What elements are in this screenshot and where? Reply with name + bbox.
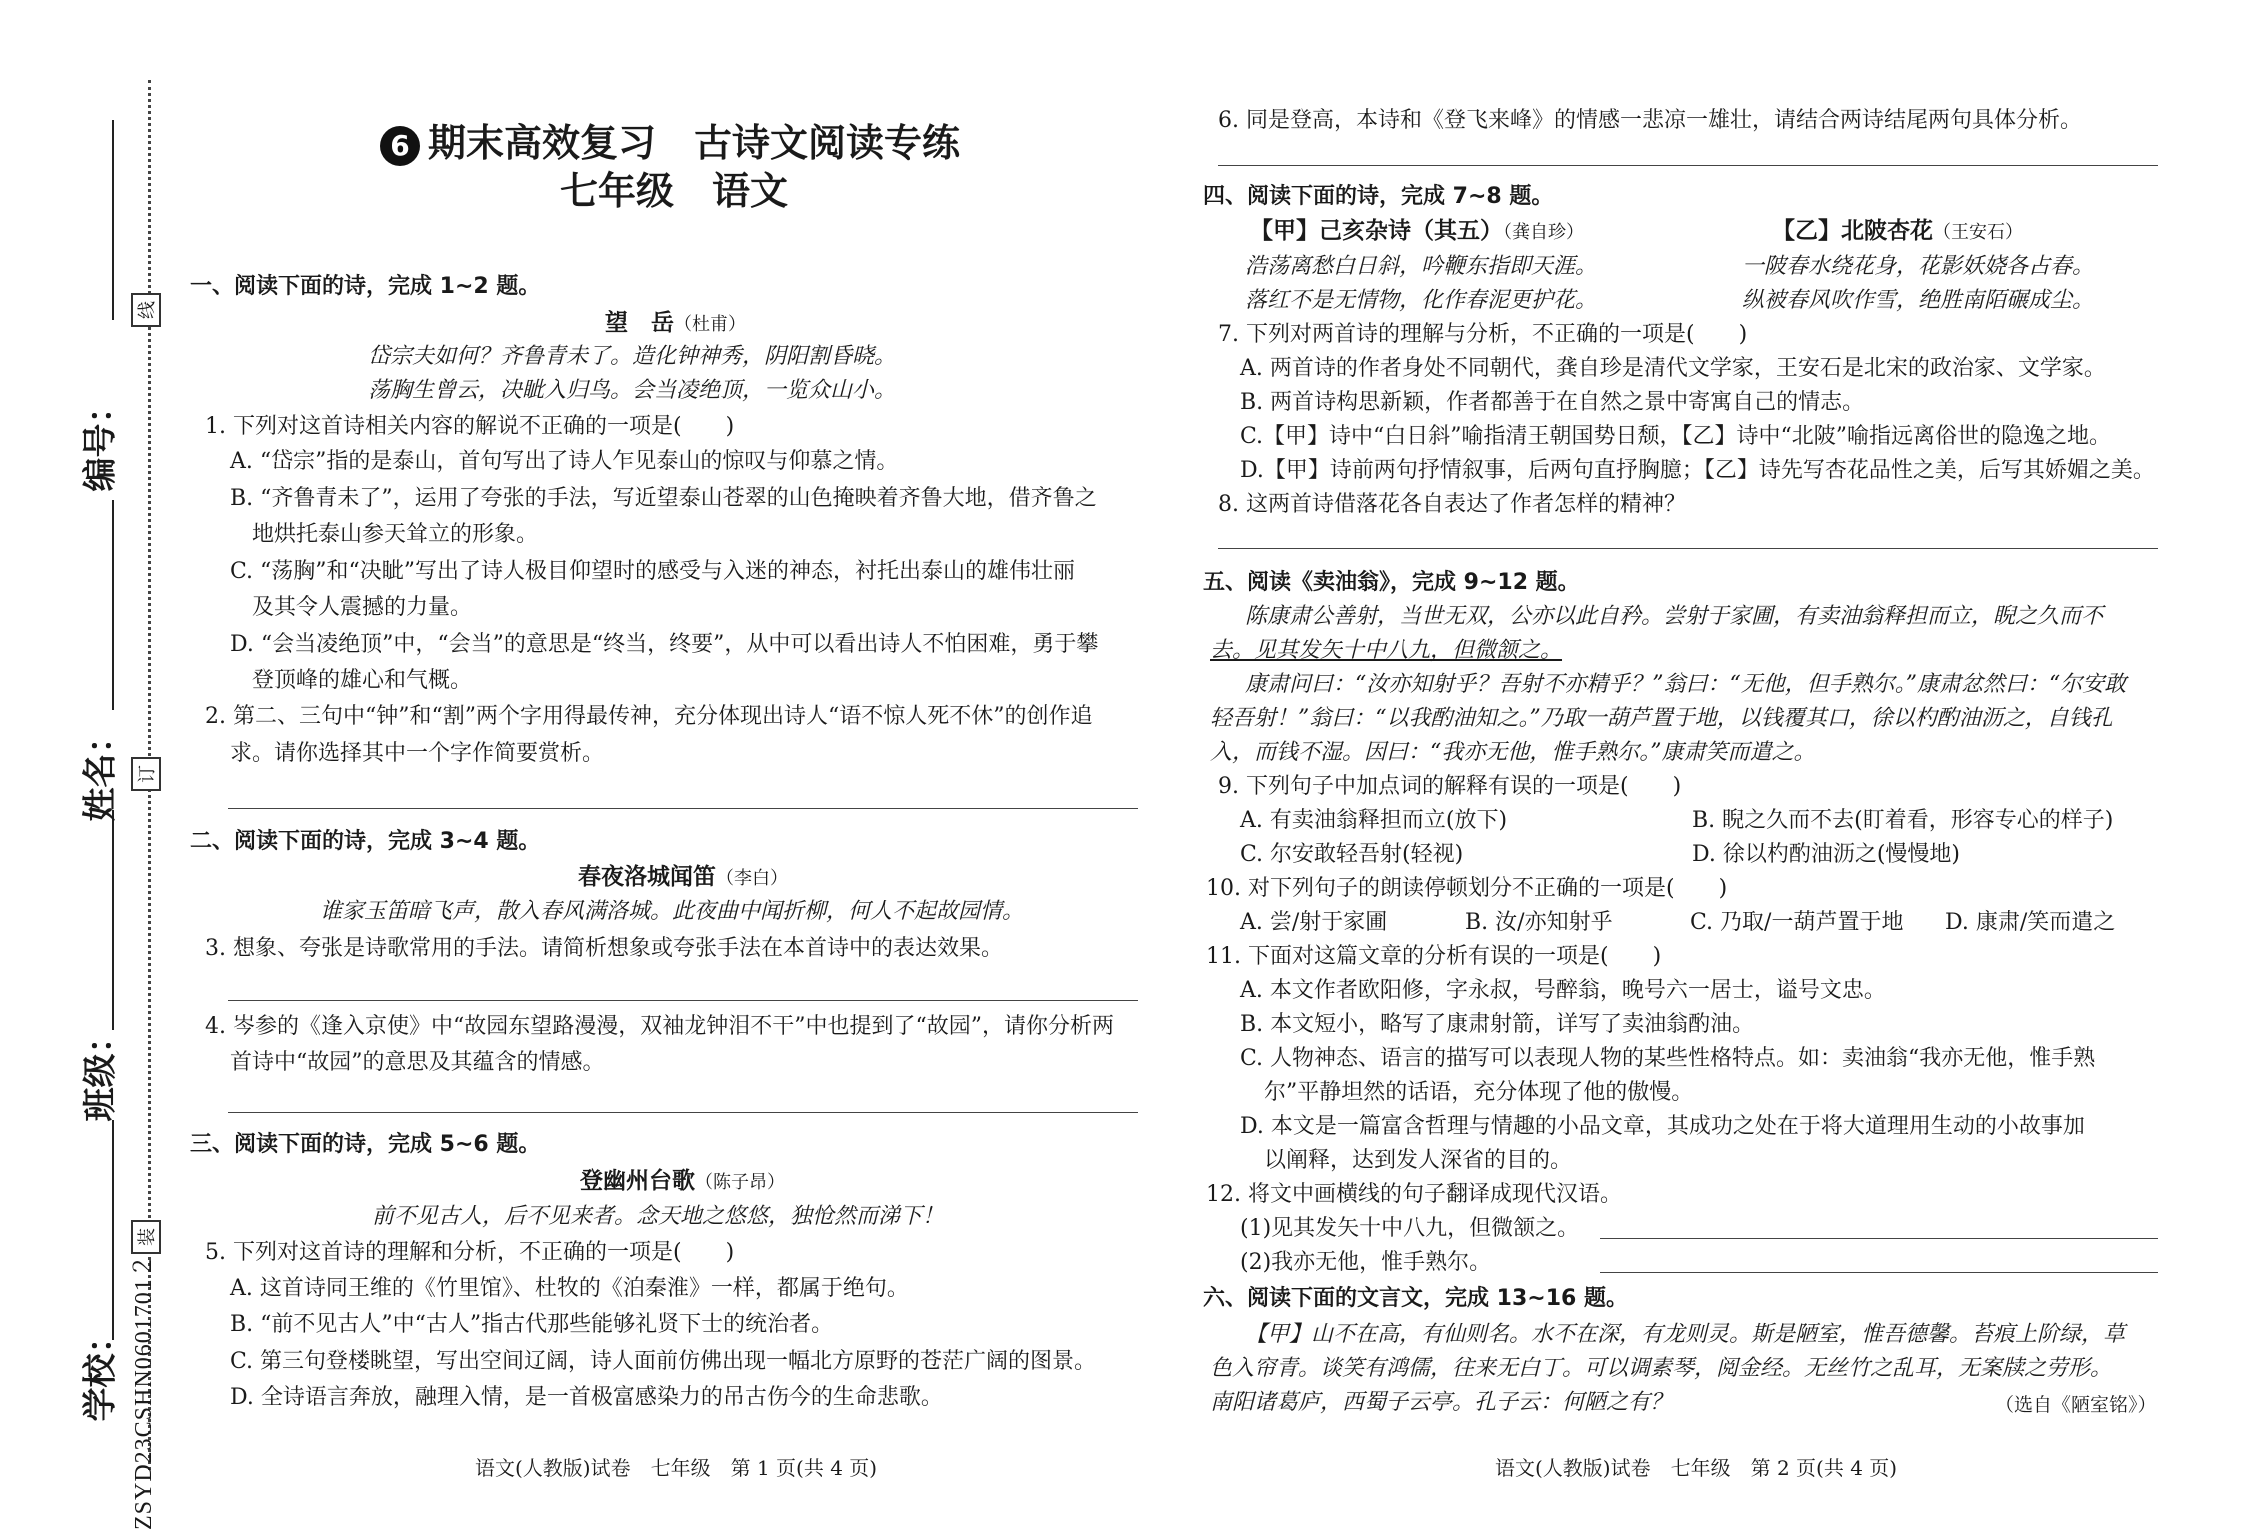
fill-line <box>112 810 114 1030</box>
answer-line[interactable] <box>1600 1238 2158 1239</box>
question: 8. 这两首诗借落花各自表达了作者怎样的精神？ <box>1218 492 1686 517</box>
footer-page-2: 语文(人教版)试卷 七年级 第 2 页(共 4 页) <box>1495 1456 1898 1480</box>
mark-line: 线 <box>131 293 161 327</box>
option: A. “岱宗”指的是泰山，首句写出了诗人乍见泰山的惊叹与仰慕之情。 <box>230 449 899 474</box>
fill-line <box>112 500 114 710</box>
option: B. 睨之久而不去(盯着看，形容专心的样子) <box>1692 808 2114 833</box>
answer-line[interactable] <box>228 808 1138 809</box>
option: D. “会当凌绝顶”中，“会当”的意思是“终当，终要”，从中可以看出诗人不怕困难，勇于攀 <box>230 632 1099 657</box>
label-class: 班级： <box>80 1019 121 1121</box>
question: 1. 下列对这首诗相关内容的解说不正确的一项是( ) <box>205 414 735 439</box>
page-title: 6 期末高效复习 古诗文阅读专练 <box>380 112 1000 167</box>
answer-line[interactable] <box>1218 548 2158 549</box>
question: 2. 第二、三句中“钟”和“割”两个字用得最传神，充分体现出诗人“语不惊人死不休”的创作追 <box>205 704 1093 729</box>
answer-line[interactable] <box>1218 165 2158 166</box>
question: 3. 想象、夸张是诗歌常用的手法。请简析想象或夸张手法在本首诗中的表达效果。 <box>205 936 1003 961</box>
poem-title: 登幽州台歌（陈子昂） <box>580 1168 785 1194</box>
option: D. 本文是一篇富含哲理与情趣的小品文章，其成功之处在于将大道理用生动的小故事加 <box>1240 1114 2085 1139</box>
answer-line[interactable] <box>228 1000 1138 1001</box>
option: C.【甲】诗中“白日斜”喻指清王朝国势日颓，【乙】诗中“北陂”喻指远离俗世的隐逸之地。 <box>1240 424 2112 449</box>
poem-line: 一陂春水绕花身，花影妖娆各占春。 <box>1742 254 2095 279</box>
page-subtitle: 七年级 语文 <box>560 169 789 213</box>
option-cont: 尔”平静坦然的话语，充分体现了他的傲慢。 <box>1264 1080 1694 1105</box>
label-number: 编号： <box>80 389 121 491</box>
option: D. 全诗语言奔放，融理入情，是一首极富感染力的吊古伤今的生命悲歌。 <box>230 1385 943 1410</box>
question: 6. 同是登高，本诗和《登飞来峰》的情感一悲凉一雄壮，请结合两诗结尾两句具体分析。 <box>1218 108 2082 133</box>
footer-page-1: 语文(人教版)试卷 七年级 第 1 页(共 4 页) <box>475 1456 878 1480</box>
poem-line: 前不见古人，后不见来者。念天地之悠悠，独怆然而涕下！ <box>372 1204 945 1229</box>
question: 11. 下面对这篇文章的分析有误的一项是( ) <box>1206 944 1662 969</box>
option: B. 两首诗构思新颖，作者都善于在自然之景中寄寓自己的情志。 <box>1240 390 1865 415</box>
option: D. 徐以杓酌油沥之(慢慢地) <box>1692 842 1961 867</box>
question-cont: 首诗中“故园”的意思及其蕴含的情感。 <box>230 1050 605 1075</box>
option: C. 尔安敢轻吾射(轻视) <box>1240 842 1464 867</box>
mark-pack: 装 <box>131 1220 161 1254</box>
question: 10. 对下列句子的朗读停顿划分不正确的一项是( ) <box>1206 876 1728 901</box>
section-heading: 三、阅读下面的诗，完成 5~6 题。 <box>190 1132 541 1157</box>
option: B. 本文短小，略写了康肃射箭，详写了卖油翁酌油。 <box>1240 1012 1755 1037</box>
option: C. “荡胸”和“决眦”写出了诗人极目仰望时的感受与入迷的神态，衬托出泰山的雄伟壮丽 <box>230 559 1076 584</box>
option: D.【甲】诗前两句抒情叙事，后两句直抒胸臆；【乙】诗先写杏花品性之美，后写其娇媚之美。 <box>1240 458 2155 483</box>
question-cont: 求。请你选择其中一个字作简要赏析。 <box>230 741 605 766</box>
poem-line: 谁家玉笛暗飞声，散入春风满洛城。此夜曲中闻折柳，何人不起故园情。 <box>320 899 1025 924</box>
option: A. 两首诗的作者身处不同朝代，龚自珍是清代文学家，王安石是北宋的政治家、文学家。 <box>1240 356 2106 381</box>
option: D. 康肃/笑而遣之 <box>1945 910 2116 935</box>
label-school: 学校： <box>80 1319 121 1421</box>
passage-line: 【甲】山不在高，有仙则名。水不在深，有龙则灵。斯是陋室，惟吾德馨。苔痕上阶绿，草 <box>1245 1322 2126 1347</box>
sub-question: (1)见其发矢十中八九，但微颔之。 <box>1240 1216 1580 1241</box>
poem-title: 春夜洛城闻笛（李白） <box>578 864 788 890</box>
section-heading: 四、阅读下面的诗，完成 7~8 题。 <box>1203 184 1554 209</box>
poem-title: 望 岳（杜甫） <box>605 310 746 336</box>
option: C. 人物神态、语言的描写可以表现人物的某些性格特点。如：卖油翁“我亦无他，惟手熟 <box>1240 1046 2096 1071</box>
option: A. 这首诗同王维的《竹里馆》、杜牧的《泊秦淮》一样，都属于绝句。 <box>230 1276 909 1301</box>
number-badge: 6 <box>380 126 420 166</box>
poem-title-yi: 【乙】北陂杏花（王安石） <box>1772 218 2023 244</box>
option-cont: 登顶峰的雄心和气概。 <box>252 668 473 693</box>
poem-line: 纵被春风吹作雪，绝胜南陌碾成尘。 <box>1742 288 2095 313</box>
passage-line: 入，而钱不湿。因曰：“我亦无他，惟手熟尔。”康肃笑而遣之。 <box>1210 740 1816 765</box>
answer-line[interactable] <box>1600 1272 2158 1273</box>
poem-line: 浩荡离愁白日斜，吟鞭东指即天涯。 <box>1245 254 1598 279</box>
section-heading: 五、阅读《卖油翁》，完成 9~12 题。 <box>1203 570 1580 595</box>
option-cont: 地烘托泰山参天耸立的形象。 <box>252 522 539 547</box>
passage-line: 陈康肃公善射，当世无双，公亦以此自矜。尝射于家圃，有卖油翁释担而立，睨之久而不 <box>1245 604 2104 629</box>
question: 5. 下列对这首诗的理解和分析，不正确的一项是( ) <box>205 1240 735 1265</box>
mark-bind: 订 <box>131 757 161 791</box>
section-heading: 六、阅读下面的文言文，完成 13~16 题。 <box>1203 1286 1628 1311</box>
passage-line: 轻吾射！”翁曰：“以我酌油知之。”乃取一葫芦置于地，以钱覆其口，徐以杓酌油沥之，自钱孔 <box>1210 706 2113 731</box>
poem-line: 落红不是无情物，化作春泥更护花。 <box>1245 288 1598 313</box>
question: 12. 将文中画横线的句子翻译成现代汉语。 <box>1206 1182 1622 1207</box>
sub-question: (2)我亦无他，惟手熟尔。 <box>1240 1250 1492 1275</box>
option-cont: 以阐释，达到发人深省的目的。 <box>1264 1148 1573 1173</box>
passage-line: 去。见其发矢十中八九，但微颔之。 <box>1210 638 1563 663</box>
passage-line: 南阳诸葛庐，西蜀子云亭。孔子云：何陋之有？ <box>1210 1390 1673 1415</box>
option-cont: 及其令人震撼的力量。 <box>252 595 473 620</box>
passage-line: 色入帘青。谈笑有鸿儒，往来无白丁。可以调素琴，阅金经。无丝竹之乱耳，无案牍之劳形。 <box>1210 1356 2113 1381</box>
binding-margin <box>0 0 175 1535</box>
poem-line: 岱宗夫如何？齐鲁青未了。造化钟神秀，阴阳割昏晓。 <box>368 344 897 369</box>
option: A. 有卖油翁释担而立(放下) <box>1240 808 1508 833</box>
option: A. 尝/射于家圃 <box>1240 910 1388 935</box>
option: C. 乃取/一葫芦置于地 <box>1690 910 1904 935</box>
poem-title-jia: 【甲】己亥杂诗（其五）（龚自珍） <box>1250 218 1584 244</box>
paper-code: ZSYD23CSHN0601701２ <box>130 1253 157 1530</box>
passage-line: 康肃问曰：“汝亦知射乎？吾射不亦精乎？”翁曰：“无他，但手熟尔。”康肃忿然曰：“尔安敢 <box>1245 672 2127 697</box>
question: 7. 下列对两首诗的理解与分析，不正确的一项是( ) <box>1218 322 1748 347</box>
answer-line[interactable] <box>228 1112 1138 1113</box>
option: B. “齐鲁青未了”，运用了夸张的手法，写近望泰山苍翠的山色掩映着齐鲁大地，借齐鲁之 <box>230 486 1097 511</box>
section-heading: 二、阅读下面的诗，完成 3~4 题。 <box>190 829 541 854</box>
option: B. 汝/亦知射乎 <box>1465 910 1613 935</box>
fill-line <box>112 1120 114 1340</box>
label-name: 姓名： <box>80 719 121 821</box>
option: C. 第三句登楼眺望，写出空间辽阔，诗人面前仿佛出现一幅北方原野的苍茫广阔的图景。 <box>230 1349 1097 1374</box>
source-note: （选自《陋室铭》） <box>1995 1394 2157 1416</box>
question: 9. 下列句子中加点词的解释有误的一项是( ) <box>1218 774 1682 799</box>
fill-line <box>112 120 114 320</box>
option: B. “前不见古人”中“古人”指古代那些能够礼贤下士的统治者。 <box>230 1312 834 1337</box>
question: 4. 岑参的《逢入京使》中“故园东望路漫漫，双袖龙钟泪不干”中也提到了“故园”，请你分析两 <box>205 1014 1114 1039</box>
section-heading: 一、阅读下面的诗，完成 1~2 题。 <box>190 274 541 299</box>
option: A. 本文作者欧阳修，字永叔，号醉翁，晚号六一居士，谥号文忠。 <box>1240 978 1886 1003</box>
poem-line: 荡胸生曾云，决眦入归鸟。会当凌绝顶，一览众山小。 <box>368 378 897 403</box>
